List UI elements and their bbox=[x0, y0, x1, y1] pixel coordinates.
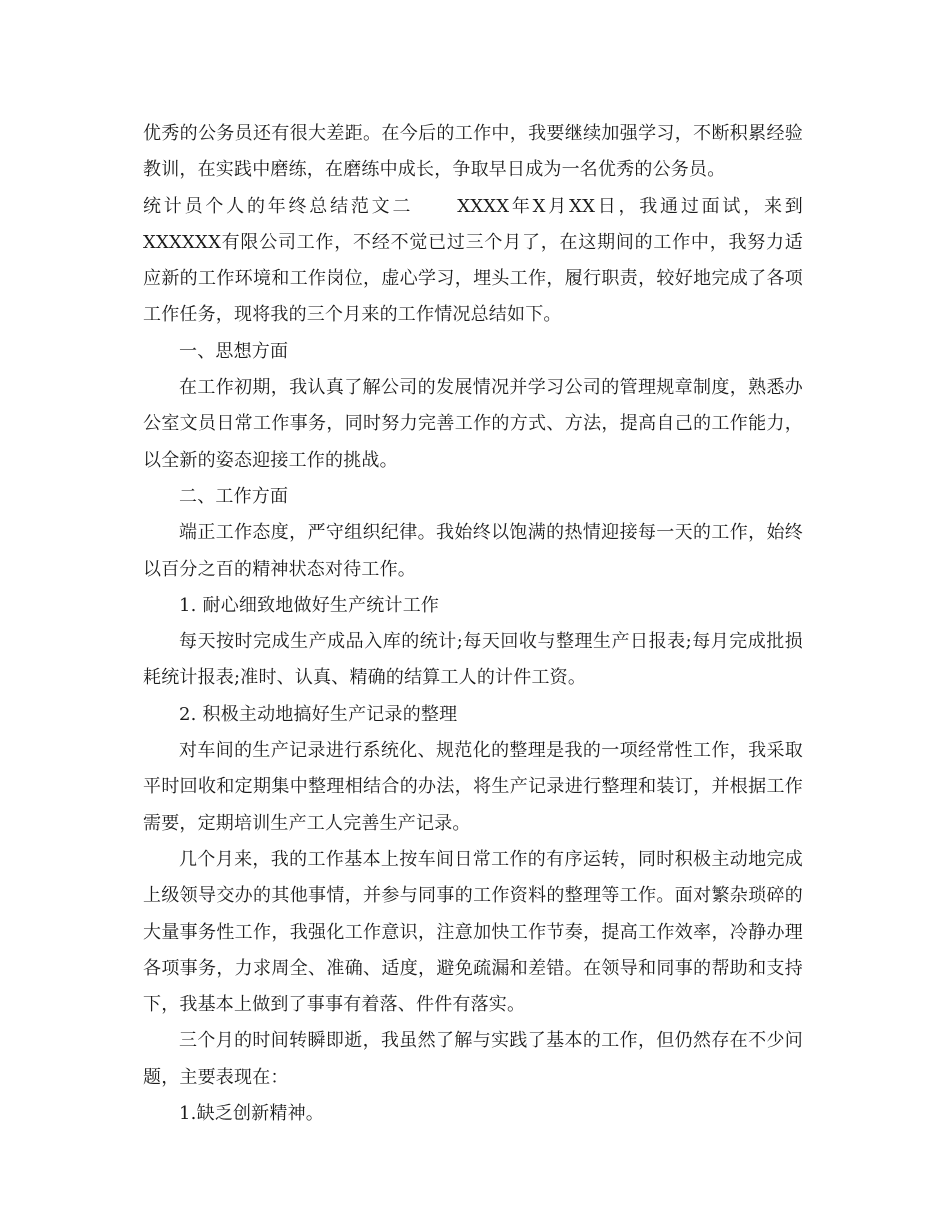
heading-thought: 一、思想方面 bbox=[179, 340, 289, 362]
paragraph: 每天按时完成生产成品入库的统计;每天回收与整理生产日报表;每月完成批损耗统计报表;准时、认真、精确的结算工人的计件工资。 bbox=[143, 631, 803, 689]
heading-work: 二、工作方面 bbox=[179, 485, 289, 507]
list-item: 1.缺乏创新精神。 bbox=[179, 1103, 324, 1125]
document-body bbox=[143, 116, 803, 1132]
paragraph-section-start bbox=[143, 189, 803, 334]
list-item-heading: 1. 耐心细致地做好生产统计工作 bbox=[179, 594, 440, 616]
paragraph: 端正工作态度，严守组织纪律。我始终以饱满的热情迎接每一天的工作，始终以百分之百的精神状态对待工作。 bbox=[143, 522, 803, 580]
paragraph: 几个月来，我的工作基本上按车间日常工作的有序运转，同时积极主动地完成上级领导交办的其他事情，并参与同事的工作资料的整理等工作。面对繁杂琐碎的大量事务性工作，我强化工作意识，注意加快工作节奏，提高工作效率，冷静办理各项事务，力求周全、准确、适度，避免疏漏和差错。在领导和同事的帮助和支持下，我基本上做到了事事有着落、件件有落实。 bbox=[143, 848, 803, 1016]
section-title: 统计员个人的年终总结范文二 bbox=[143, 195, 414, 217]
paragraph: 三个月的时间转瞬即逝，我虽然了解与实践了基本的工作，但仍然存在不少问题，主要表现在： bbox=[143, 1030, 803, 1088]
list-item-heading: 2. 积极主动地搞好生产记录的整理 bbox=[179, 703, 458, 725]
paragraph: 在工作初期，我认真了解公司的发展情况并学习公司的管理规章制度，熟悉办公室文员日常工作事务，同时努力完善工作的方式、方法，提高自己的工作能力，以全新的姿态迎接工作的挑战。 bbox=[143, 377, 803, 471]
paragraph-continuation: 优秀的公务员还有很大差距。在今后的工作中，我要继续加强学习，不断积累经验教训，在实践中磨练，在磨练中成长，争取早日成为一名优秀的公务员。 bbox=[143, 123, 803, 181]
section-intro-text: XXXX年X月XX日，我通过面试，来到XXXXXX有限公司工作，不经不觉已过三个月了，在这期间的工作中，我努力适应新的工作环境和工作岗位，虚心学习，埋头工作，履行职责，较好地完成了各项工作任务，现将我的三个月来的工作情况总结如下。 bbox=[143, 195, 803, 326]
paragraph: 对车间的生产记录进行系统化、规范化的整理是我的一项经常性工作，我采取平时回收和定期集中整理相结合的办法，将生产记录进行整理和装订，并根据工作需要，定期培训生产工人完善生产记录。 bbox=[143, 740, 803, 834]
